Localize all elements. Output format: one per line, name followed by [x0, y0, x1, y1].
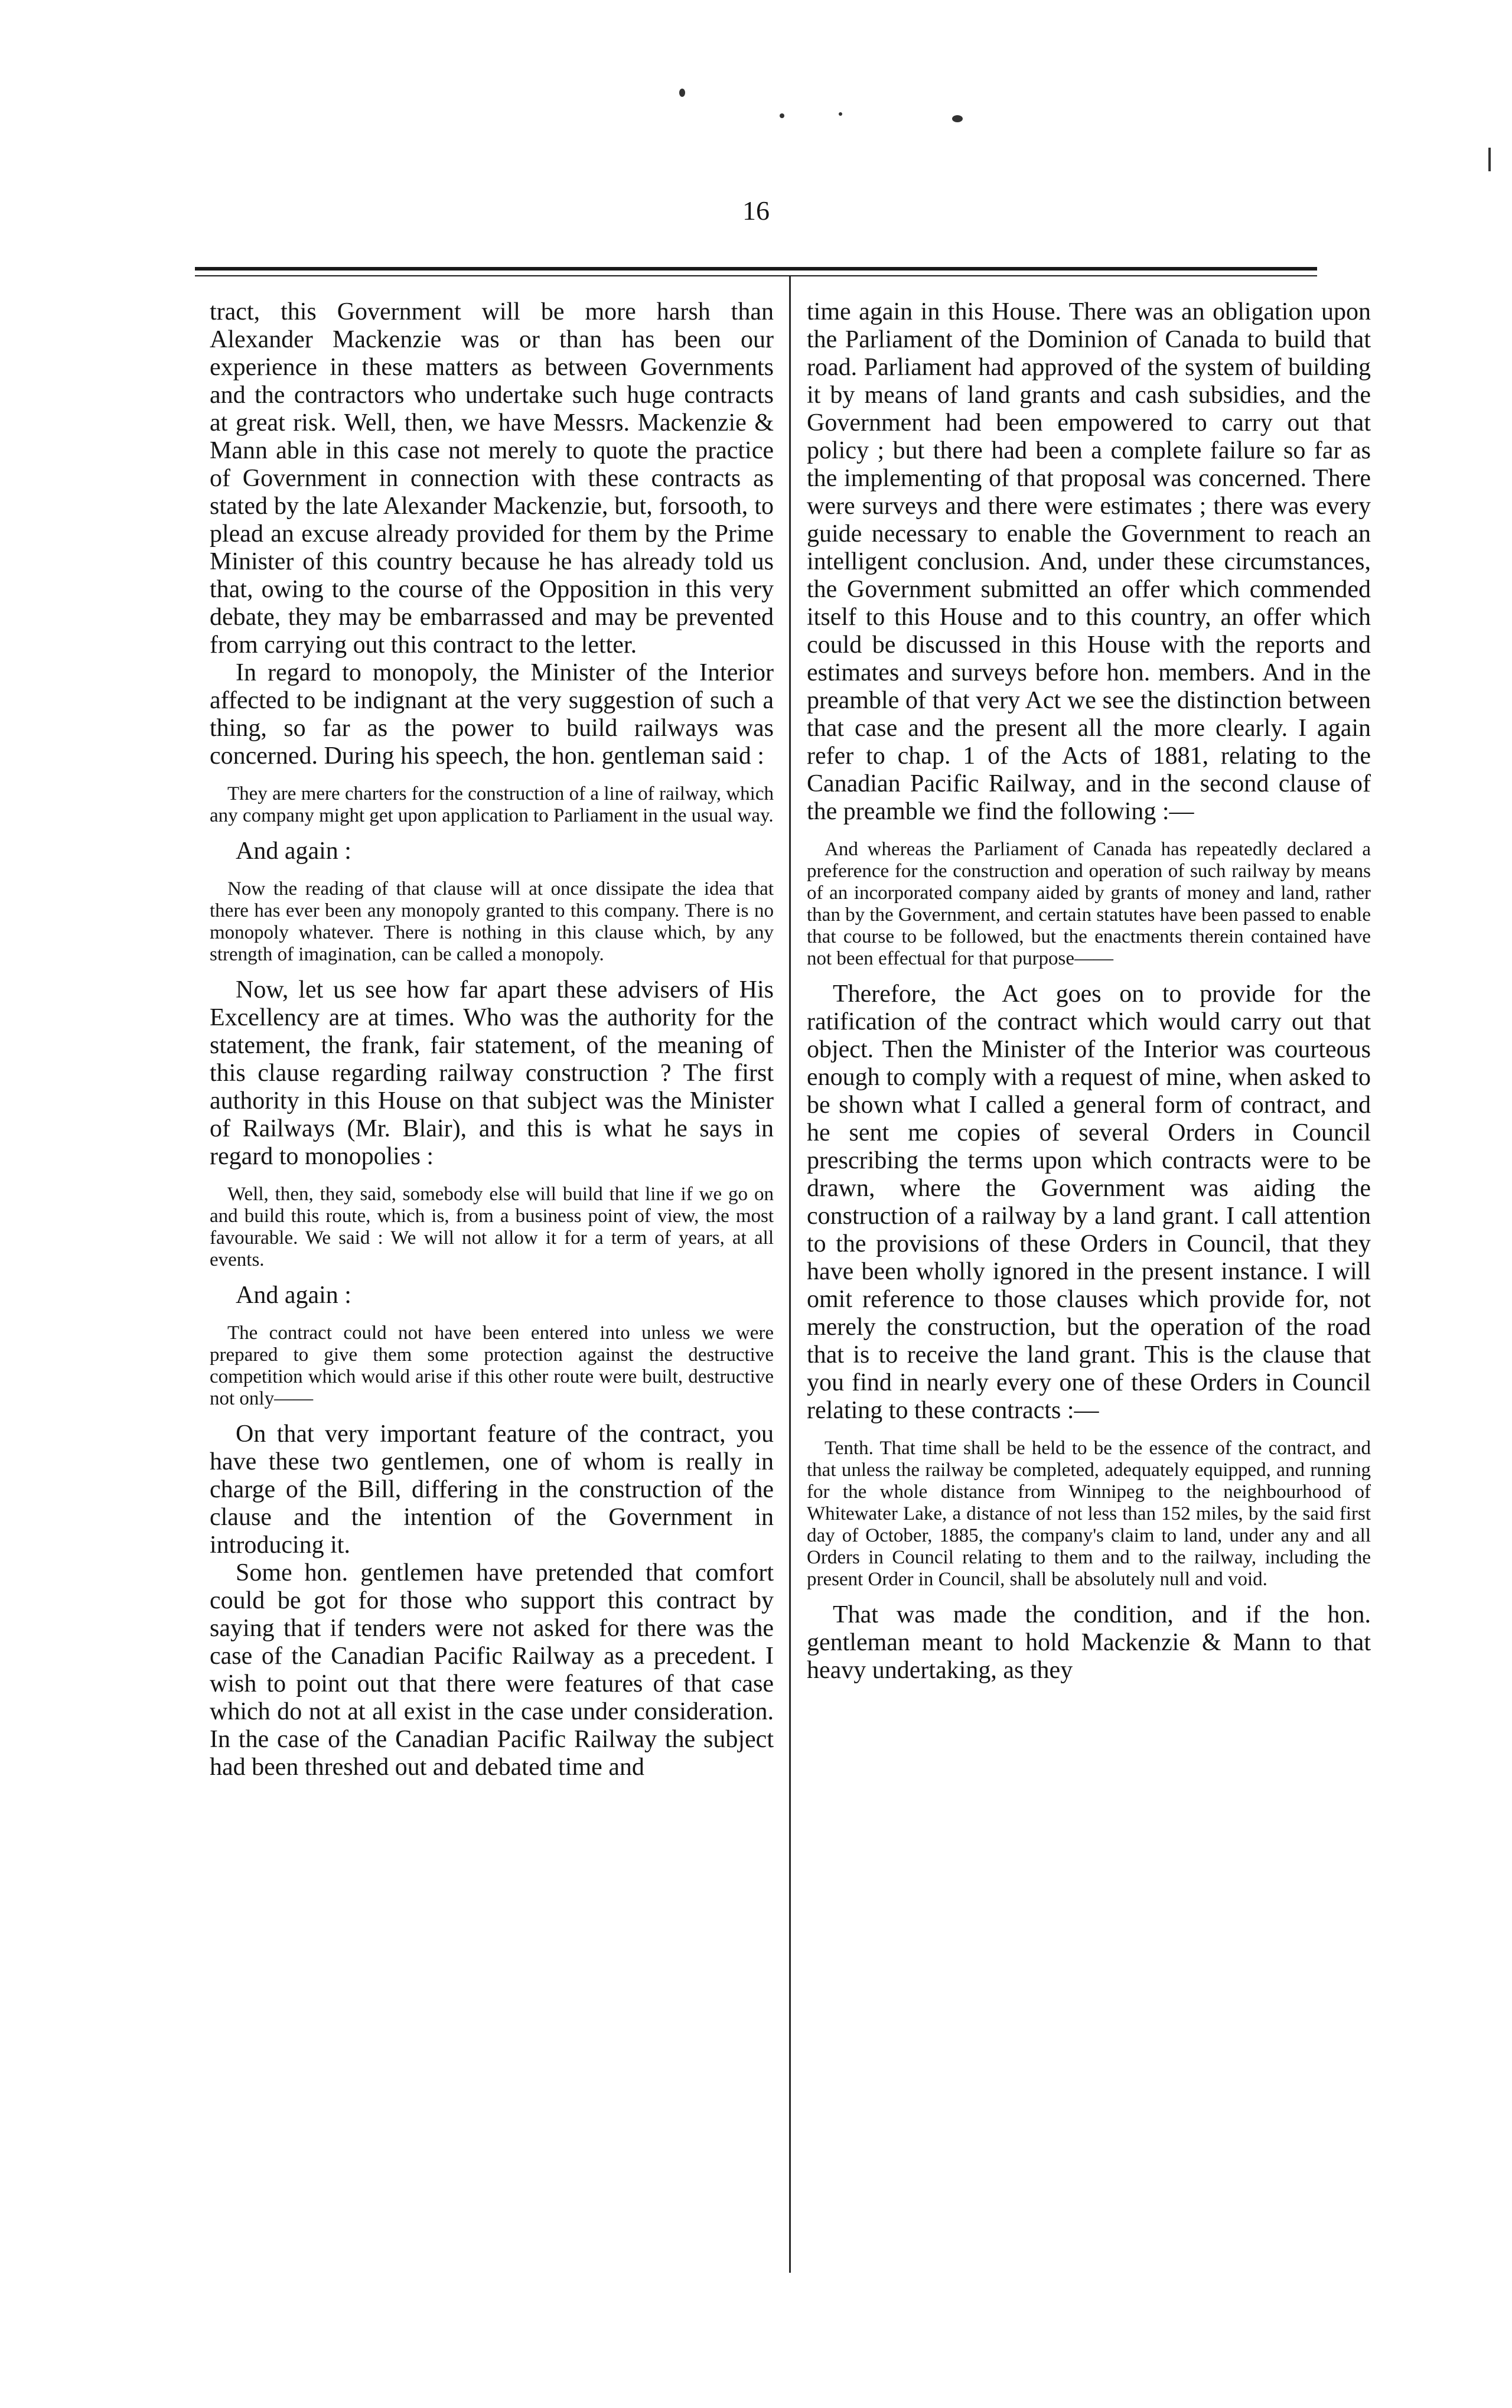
body-paragraph: And again : — [236, 838, 351, 865]
quoted-passage: They are mere charters for the construction of a line of railway, which any company might get upon application to Parliament in the usual way. — [210, 783, 774, 826]
body-paragraph: And again : — [236, 1282, 351, 1309]
quoted-passage: The contract could not have been entered into unless we were prepared to give them some protection against the destructive competition which would arise if this other route were built, destructive not only—— — [210, 1322, 774, 1409]
quoted-passage: Tenth. That time shall be held to be the essence of the contract, and that unless the railway be completed, adequately equipped, and running for the whole distance from Winnipeg to the neighbourhood of Whitewater Lake, a distance of not less than 152 miles, by the said first day of October, 1885, the company's claim to land, under any and all Orders in Council relating to them and to the railway, including the present Order in Council, shall be absolutely null and void. — [807, 1438, 1371, 1590]
scan-speck — [952, 115, 963, 122]
scan-speck — [780, 113, 784, 118]
quoted-passage: Well, then, they said, somebody else will build that line if we go on and build this route, which is, from a business point of view, the most favourable. We said : We will not allow it for a term of years, at all events. — [210, 1184, 774, 1270]
body-paragraph: time again in this House. There was an obligation upon the Parliament of the Dominion of Canada to build that road. Parliament had approved of the system of building it by means of land grants and cash subsidies, and the Government had been empowered to carry out that policy ; but there had been a complete failure so far as the implementing of that proposal was concerned. There were surveys and there were estimates ; there was every guide necessary to enable the Government to reach an intelligent conclusion. And, under these circumstances, the Government submitted an offer which commended itself to this House and to this country, an offer which could be discussed in this House with the reports and estimates and surveys before hon. members. And in the preamble of that very Act we see the distinction between that case and the present all the more clearly. I again refer to chap. 1 of the Acts of 1881, relating to the Canadian Pacific Railway, and in the second clause of the preamble we find the following :— — [807, 298, 1371, 825]
body-paragraph: Now, let us see how far apart these advisers of His Excellency are at times. Who was the authority for the statement, the frank, fair statement, of the meaning of this clause regarding railway construction ? The first authority in this House on that subject was the Minister of Railways (Mr. Blair), and this is what he says in regard to monopolies : — [210, 976, 774, 1170]
body-paragraph: On that very important feature of the contract, you have these two gentlemen, one of whom is really in charge of the Bill, differing in the construction of the clause and the intention of the Government in introducing it. — [210, 1420, 774, 1559]
left-column — [210, 298, 774, 1781]
body-paragraph: Therefore, the Act goes on to provide for the ratification of the contract which would carry out that object. Then the Minister of the Interior was courteous enough to comply with a request of mine, when asked to be shown what I called a general form of contract, and he sent me copies of several Orders in Council prescribing the terms upon which contracts were to be drawn, where the Government was aiding the construction of a railway by a land grant. I call attention to the provisions of these Orders in Council, that they have been wholly ignored in the present instance. I will omit reference to those clauses which provide for, not merely the construction, but the operation of the road that is to receive the land grant. This is the clause that you find in nearly every one of these Orders in Council relating to these contracts :— — [807, 980, 1371, 1424]
column-divider — [789, 276, 791, 2273]
body-paragraph: That was made the condition, and if the hon. gentleman meant to hold Mackenzie & Mann to that heavy undertaking, as they — [807, 1601, 1371, 1684]
scan-speck — [1488, 148, 1491, 171]
quoted-passage: Now the reading of that clause will at once dissipate the idea that there has ever been any monopoly granted to this company. There is no monopoly whatever. There is nothing in this clause which, by any strength of imagination, can be called a monopoly. — [210, 878, 774, 965]
scan-speck — [679, 89, 685, 97]
page-number: 16 — [742, 195, 770, 226]
body-paragraph: In regard to monopoly, the Minister of the Interior affected to be indignant at the very suggestion of such a thing, so far as the power to build railways was concerned. During his speech, the hon. gentleman said : — [210, 659, 774, 770]
header-rule-thin — [195, 275, 1317, 276]
quoted-passage: And whereas the Parliament of Canada has repeatedly declared a preference for the construction and operation of such railway by means of an incorporated company aided by grants of money and land, rather than by the Government, and certain statutes have been passed to enable that course to be followed, but the enactments therein contained have not been effectual for that purpose—— — [807, 839, 1371, 969]
body-paragraph: tract, this Government will be more harsh than Alexander Mackenzie was or than has been our experience in these matters as between Governments and the contractors who undertake such huge contracts at great risk. Well, then, we have Messrs. Mackenzie & Mann able in this case not merely to quote the practice of Government in connection with these contracts as stated by the late Alexander Mackenzie, but, forsooth, to plead an excuse already provided for them by the Prime Minister of this country because he has already told us that, owing to the course of the Opposition in this very debate, they may be embarrassed and may be prevented from carrying out this contract to the letter. — [210, 298, 774, 659]
right-column — [807, 298, 1371, 1684]
scan-speck — [839, 112, 842, 116]
body-paragraph: Some hon. gentlemen have pretended that comfort could be got for those who support this contract by saying that if tenders were not asked for there was the case of the Canadian Pacific Railway as a precedent. I wish to point out that there were features of that case which do not at all exist in the case under consideration. In the case of the Canadian Pacific Railway the subject had been threshed out and debated time and — [210, 1559, 774, 1781]
header-rule-thick — [195, 267, 1317, 271]
